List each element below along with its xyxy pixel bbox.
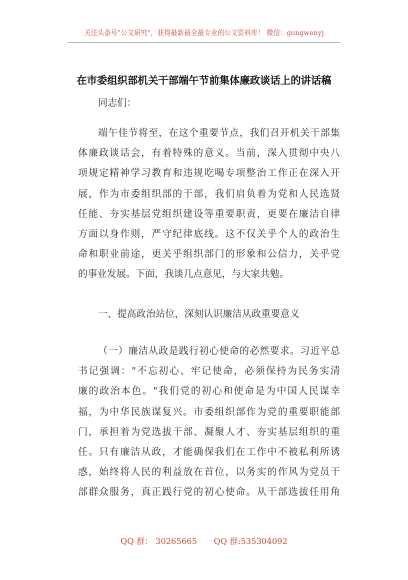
paragraph-1-line: 任能、夯实基层党组织建设等重要职责，更要在廉洁自律 <box>78 208 340 220</box>
paragraph-2-line: 福，为中华民族谋复兴。市委组织部作为党的重要职能部 <box>78 406 340 418</box>
paragraph-1-line: 端午佳节将至，在这个重要节点，我们召开机关干部集 <box>98 128 340 139</box>
footer-qq-groups <box>0 536 408 547</box>
paragraph-1-line: 的事业发展。下面，我谈几点意见，与大家共勉。 <box>78 269 290 281</box>
paragraph-2-line: 部群众服务，真正践行党的初心使命。从干部选拔任用角 <box>78 487 340 499</box>
paragraph-1 <box>78 124 340 286</box>
paragraph-1-line: 命和职业前途，更关乎组织部门的形象和公信力，关乎党 <box>78 249 340 261</box>
paragraph-1-line: 展，作为市委组织部的干部，我们肩负着为党和人民选贤 <box>78 188 340 200</box>
document-title: 在市委组织部机关干部端午节前集体廉政谈话上的讲话稿 <box>76 75 332 87</box>
paragraph-1-line: 项规定精神学习教育和违规吃喝专项整治工作正在深入开 <box>78 168 340 180</box>
header-divider <box>68 42 340 43</box>
paragraph-1-line: 体廉政谈话会，有着特殊的意义。当前，深入贯彻中央八 <box>78 148 340 160</box>
paragraph-2-line: （一）廉洁从政是践行初心使命的必然要求。习近平总 <box>98 346 340 357</box>
paragraph-2-line: 惑，始终将人民的利益放在首位，以务实的作风为党员干 <box>78 467 340 479</box>
paragraph-2-line: 任。只有廉洁从政，才能确保我们在工作中不被私利所诱 <box>78 446 340 458</box>
header-promo-note: 关注头条号"公文研究"，获得最新最全最专业的公文资料库！ 微信：gongwenyj <box>84 29 324 37</box>
section-heading-1: 一、提高政治站位，深刻认识廉洁从政重要意义 <box>98 309 300 320</box>
paragraph-2-line: 廉的政治本色。"我们党的初心和使命是为中国人民谋幸 <box>78 386 340 398</box>
paragraph-2-line: 书记强调："不忘初心、牢记使命，必须保持为民务实清 <box>78 366 340 378</box>
paragraph-2 <box>78 342 340 504</box>
paragraph-2-line: 门，承担着为党选拔干部、凝聚人才、夯实基层组织的重 <box>78 426 340 438</box>
footer-qq-group-2: QQ 群:535304092 <box>213 536 288 546</box>
paragraph-1-line: 方面以身作则，严守纪律底线。这不仅关乎个人的政治生 <box>78 228 340 240</box>
salutation: 同志们： <box>98 98 137 109</box>
footer-qq-group-1: QQ 群： 30265665 <box>120 536 198 546</box>
